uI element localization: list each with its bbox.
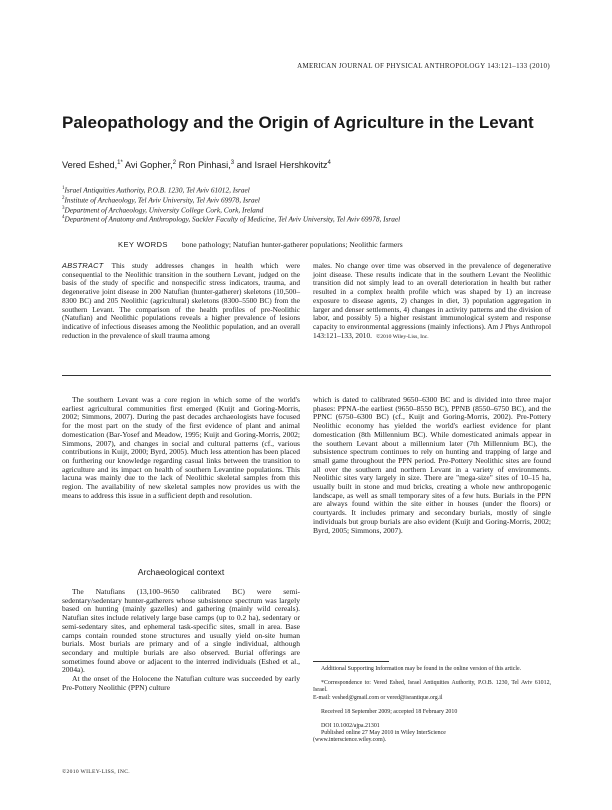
body-paragraph: The southern Levant was a core region in which some of the world's earliest agricultural communities first emerged (Kuijt and Goring-Morris, 2002; Simmons, 2007). During the past decades archaeologists have focused for the most part on the study of the first evidence of plant and animal domestication (Bar-Yosef and Meadow, 1995; Kuijt and Goring-Morris, 2002; Simmons, 2007), and changes in social and cultural patterns (cf., various contributions in Kuijt, 2000; Byrd, 2005). Much less attention has been placed on furthering our knowledge regarding casual links between the transition to agriculture and its impact on health of southern Levantine populations. This lacuna was mainly due to the lack of Neolithic skeletal samples from this region. The availability of new skeletal samples now provides us with the means to address this issue in a sufficient depth and resolution. xyxy=(62,395,300,500)
abstract-text: males. No change over time was observed in the prevalence of degenerative joint disease. These results indicate that in the southern Levant the Neolithic transition did not simply lead to an overall deterioration in health but rather resulted in a complex health profile which was shaped by 1) an increase exposure to disease agents, 2) changes in diet, 3) population aggregation in larger and denser settlements, 4) changes in activity patterns and the division of labor, and possibly 5) a higher resistant immunological system and response capacity to environmental aggressions (mainly infections). Am J Phys Anthropol 143:121–133, 2010. xyxy=(313,261,551,340)
affiliation-list xyxy=(62,185,400,224)
abstract-right-column xyxy=(313,262,551,341)
author-affiliation-marker: 1* xyxy=(117,160,123,166)
abstract-text: This study addresses changes in health which were consequential to the Neolithic transition in the southern Levant, judged on the basis of the study of specific and nonspecific stress indicators, trauma, and degenerative joint disease in 200 Natufian (hunter-gatherer) skeletons (10,500–8300 BC) and 205 Neolithic (agricultural) skeletons (8300–5500 BC) from the southern Levant. The comparison of the health profiles of pre-Neolithic (Natufian) and Neolithic populations reveals a higher prevalence of lesions indicative of infectious diseases among the Neolithic population, and an overall reduction in the prevalence of skull trauma among xyxy=(62,261,300,340)
affiliation-item xyxy=(62,214,400,224)
keywords-label: KEY WORDS xyxy=(118,240,168,249)
keywords-text: bone pathology; Natufian hunter-gatherer populations; Neolithic farmers xyxy=(181,240,403,249)
intro-paragraph xyxy=(62,396,300,500)
journal-header: AMERICAN JOURNAL OF PHYSICAL ANTHROPOLOGY 143:121–133 (2010) xyxy=(297,62,550,70)
footnote-email: E-mail: veshed@gmail.com or vered@israntique.org.il xyxy=(313,694,443,701)
footnote-website: (www.interscience.wiley.com). xyxy=(313,737,387,744)
author-name: Ron Pinhasi, xyxy=(176,160,231,171)
affiliation-item xyxy=(62,195,400,205)
affiliation-number: 2 xyxy=(62,195,65,201)
footnote-supporting: Additional Supporting Information may be found in the online version of this article. xyxy=(321,666,522,672)
author-name: Avi Gopher, xyxy=(122,160,173,171)
abstract-left-column xyxy=(62,262,300,340)
affiliation-number: 4 xyxy=(62,215,65,221)
body-paragraph: which is dated to calibrated 9650–6300 BC and is divided into three major phases: PPNA-the earliest (9650–8550 BC), PPNB (8550–6750 BC), and the PPNC (6750–6300 BC) (cf., Kuijt and Goring-Morris, 2002). Pre-Pottery Neolithic economy has yielded the world's earliest evidence for plant domestication (8th Millennium BC). While domesticated animals appear in the southern Levant about a millennium later (7th Millennium BC), the subsistence spectrum continues to rely on hunting and trapping of large and small game throughout the PPN period. Pre-Pottery Neolithic sites are found all over the southern and northern Levant in a variety of environments. Neolithic sites vary largely in size. There are "mega-size" sites of 10–15 ha, usually built in stone and mud bricks, creating a whole new anthropogenic landscape, as well as small temporary sites of a few huts. Burials in the PPN are always found within the site either in houses (under the floors) or courtyards. It includes primary and secondary burials, mostly of single individuals but group burials are also evident (Kuijt and Goring-Morris, 2002; Byrd, 2005; Simmons, 2007). xyxy=(313,395,551,535)
author-affiliation-marker: 2 xyxy=(172,160,177,166)
section-heading: Archaeological context xyxy=(137,567,225,577)
abstract-copyright: ©2010 Wiley-Liss, Inc. xyxy=(375,333,429,340)
affiliation-number: 1 xyxy=(62,186,65,191)
abstract-label: ABSTRACT xyxy=(62,261,104,270)
affiliation-item xyxy=(62,185,400,195)
footnote-doi: DOI 10.1002/ajpa.21301 xyxy=(321,723,380,730)
affiliation-text: Institute of Archaeology, Tel Aviv University, Tel Aviv 69978, Israel xyxy=(64,195,260,205)
body-paragraph: The Natufians (13,100–9650 calibrated BC) were semi-sedentary/sedentary hunter-gatherers whose subsistence spectrum was largely based on hunting (mainly gazelles) and gathering (mainly wild cereals). Natufian sites include relatively large base camps (up to 0.2 ha), sedentary or semi-sedentary sites, and ephemeral task-specific sites, small in area. Base camps contain rounded stone structures and usually yield on-site human burials. Most burials are primary and of a single individual, although secondary and multiple burials are also observed. Burial offerings are sometimes found above or adjacent to the interred individuals (Eshed et al., 2004a). xyxy=(62,587,300,675)
affiliation-item xyxy=(62,205,400,215)
affiliation-number: 3 xyxy=(62,205,65,211)
footnote-correspondence: *Correspondence to: Vered Eshed, Israel Antiquities Authority, P.O.B. 1230, Tel Aviv 61012, Israel. xyxy=(313,680,551,694)
footnotes xyxy=(313,666,551,752)
affiliation-text: Department of Archaeology, University College Cork, Cork, Ireland xyxy=(64,205,264,215)
footnote-received: Received 18 September 2009; accepted 18 February 2010 xyxy=(321,708,458,715)
article-title: Paleopathology and the Origin of Agriculture in the Levant xyxy=(62,113,534,132)
author-name: Vered Eshed, xyxy=(62,160,118,171)
author-affiliation-marker: 3 xyxy=(230,160,235,166)
author-list xyxy=(62,160,331,170)
footnote-divider xyxy=(313,661,389,662)
affiliation-text: Department of Anatomy and Anthropology, Sackler Faculty of Medicine, Tel Aviv University, Tel Aviv 69978, Israel xyxy=(64,214,401,224)
footnote-published: Published online 27 May 2010 in Wiley InterScience xyxy=(321,730,446,737)
abstract-divider xyxy=(62,375,551,376)
body-paragraph: At the onset of the Holocene the Natufian culture was succeeded by early Pre-Pottery Neolithic (PPN) culture xyxy=(62,674,300,692)
author-name: and Israel Hershkovitz xyxy=(234,160,328,171)
author-affiliation-marker: 4 xyxy=(327,160,331,166)
section-body-left xyxy=(62,588,300,692)
keywords-line xyxy=(118,240,403,249)
affiliation-text: Israel Antiquities Authority, P.O.B. 1230, Tel Aviv 61012, Israel xyxy=(64,185,250,195)
page-copyright: ©2010 WILEY-LISS, INC. xyxy=(62,769,130,775)
body-right-column xyxy=(313,396,551,535)
